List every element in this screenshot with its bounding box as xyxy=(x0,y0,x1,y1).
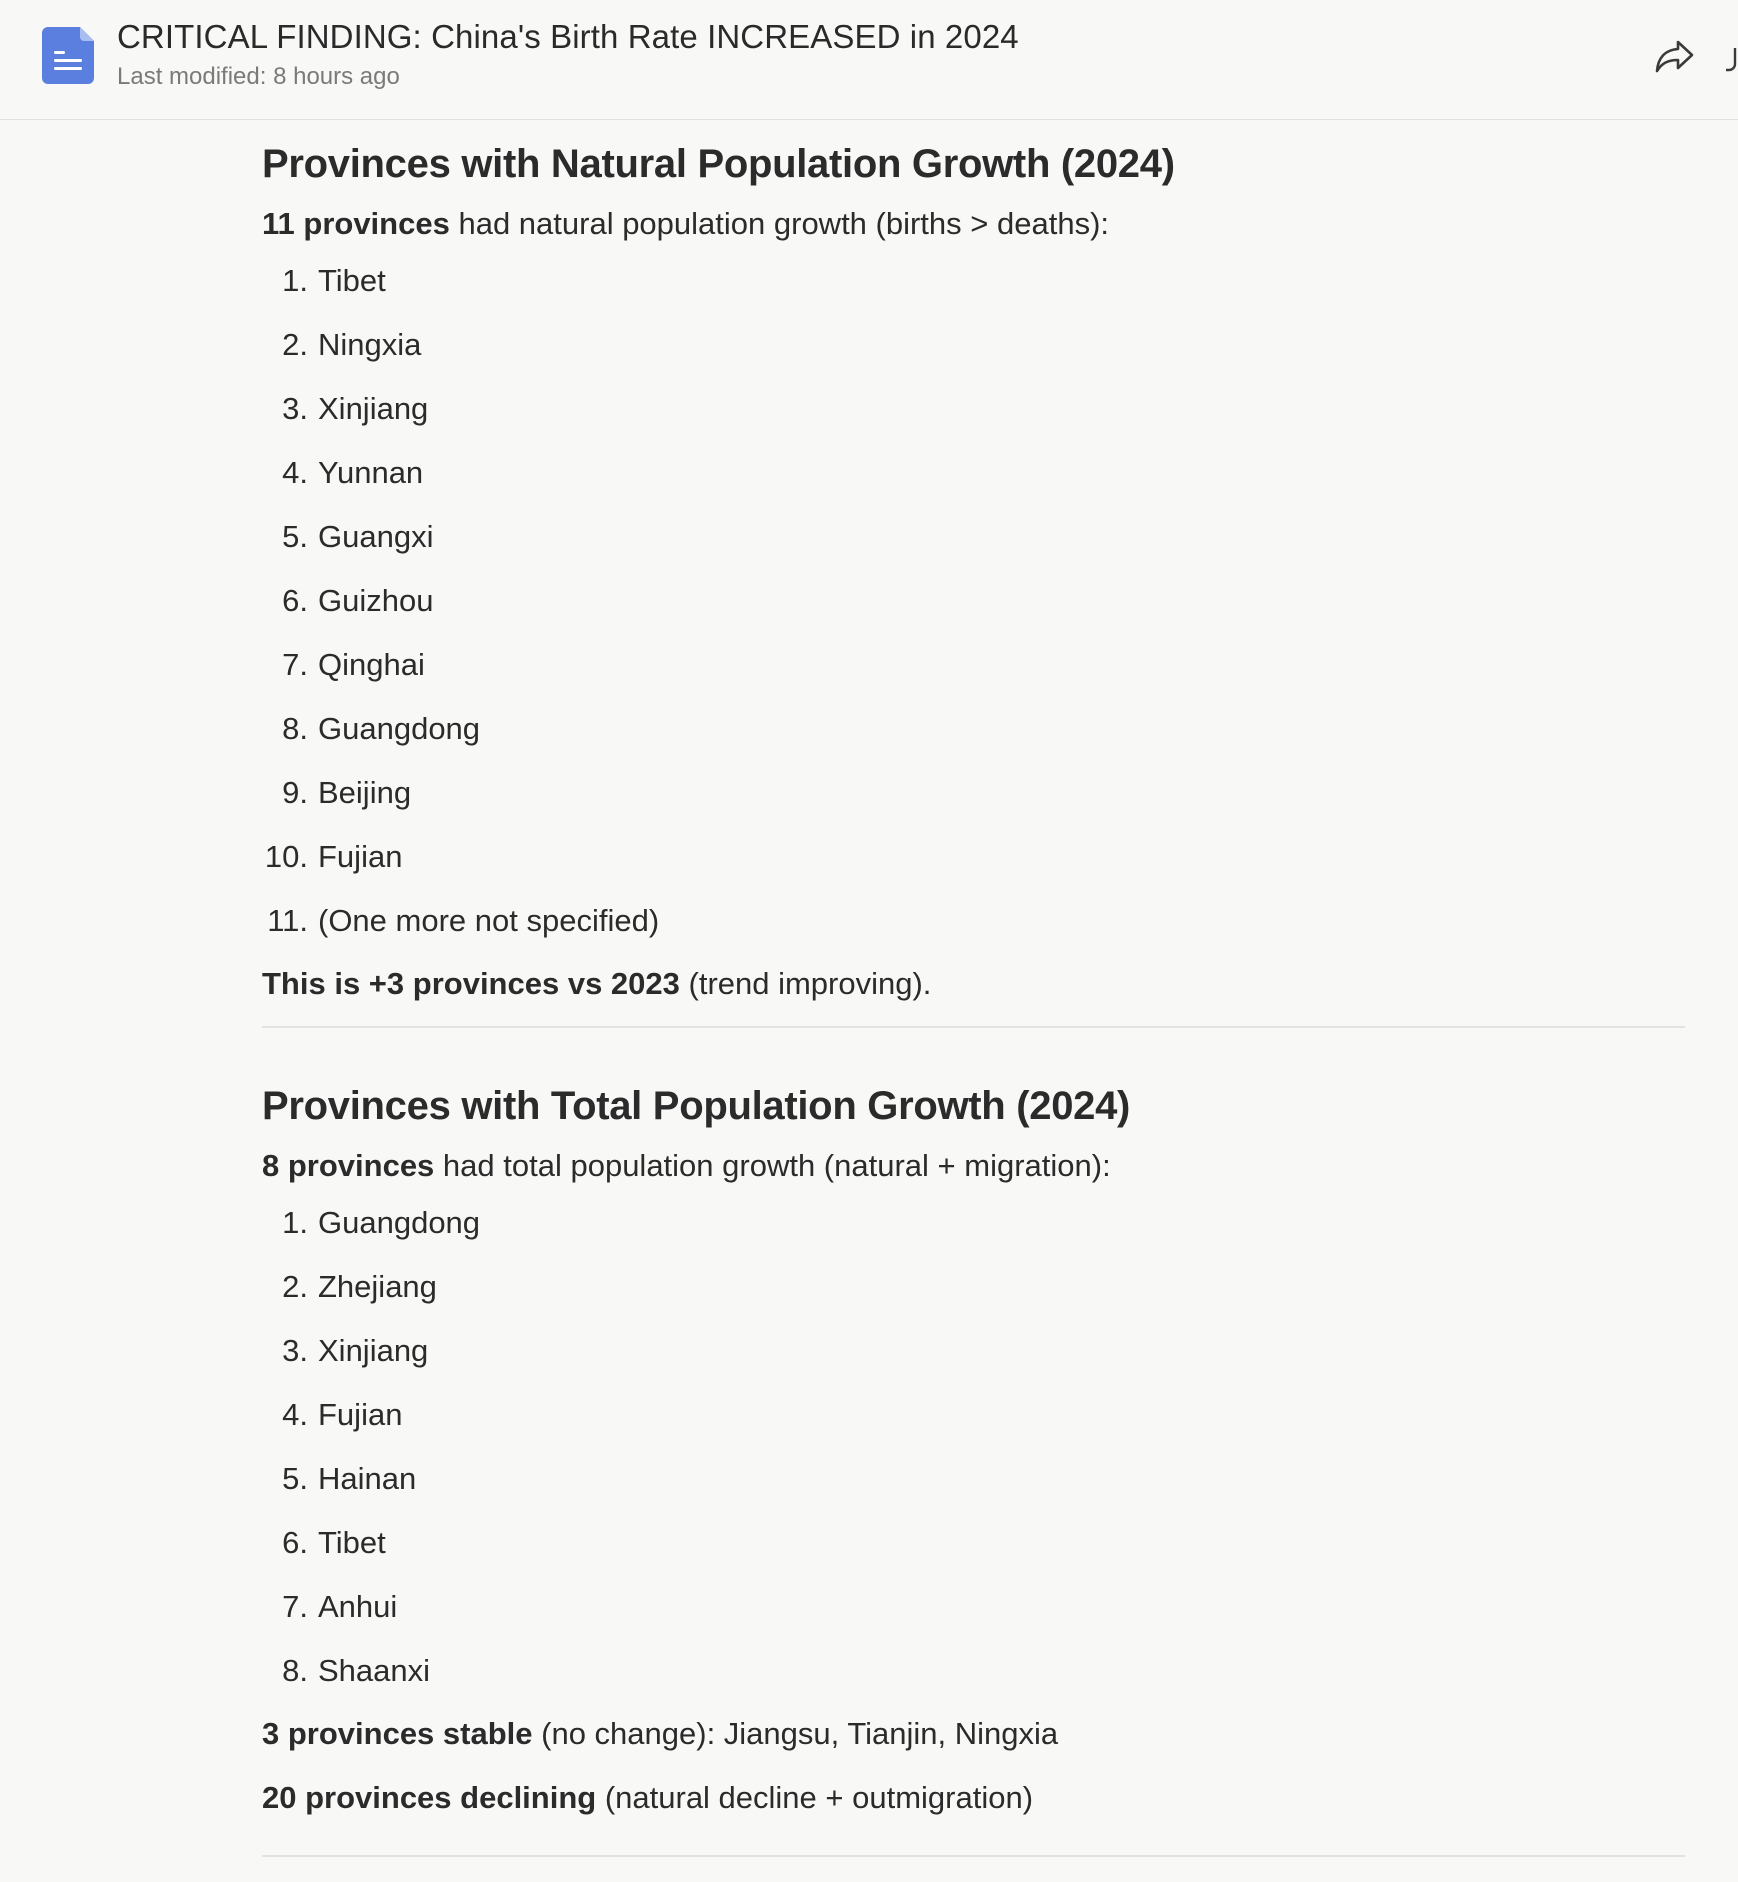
list-item xyxy=(262,1383,1685,1447)
natural-growth-list xyxy=(262,249,1685,953)
list-item xyxy=(262,313,1685,377)
total-growth-heading: Provinces with Total Population Growth (2024) xyxy=(262,1084,1131,1128)
total-growth-intro xyxy=(262,1150,1685,1181)
list-item xyxy=(262,697,1685,761)
list-item xyxy=(262,1639,1685,1703)
list-item xyxy=(262,761,1685,825)
list-item-label: Tibet xyxy=(318,1525,386,1560)
natural-growth-count: 11 provinces xyxy=(262,206,450,241)
list-item-number: 2. xyxy=(282,327,308,362)
natural-growth-note-bold: This is +3 provinces vs 2023 xyxy=(262,966,680,1001)
document-title: CRITICAL FINDING: China's Birth Rate INCREASED in 2024 xyxy=(117,18,1019,55)
list-item-label: Guangxi xyxy=(318,519,434,554)
natural-growth-heading: Provinces with Natural Population Growth (2024) xyxy=(262,142,1175,186)
list-item xyxy=(262,377,1685,441)
list-item-label: Qinghai xyxy=(318,647,425,682)
declining-provinces-text: (natural decline + outmigration) xyxy=(596,1780,1034,1815)
list-item-number: 7. xyxy=(282,1589,308,1624)
list-item xyxy=(262,633,1685,697)
list-item-number: 10. xyxy=(264,839,308,874)
natural-growth-intro xyxy=(262,208,1685,239)
declining-provinces-line xyxy=(262,1782,1685,1813)
list-item xyxy=(262,1575,1685,1639)
list-item-label: Tibet xyxy=(318,263,386,298)
list-item-label: Fujian xyxy=(318,1397,403,1432)
list-item-number: 6. xyxy=(282,1525,308,1560)
list-item-label: Beijing xyxy=(318,775,412,810)
document-body xyxy=(262,120,1685,1857)
list-item-label: Xinjiang xyxy=(318,1333,429,1368)
list-item-number: 1. xyxy=(282,263,308,298)
list-item xyxy=(262,1319,1685,1383)
list-item-label: Guizhou xyxy=(318,583,434,618)
list-item-number: 1. xyxy=(282,1205,308,1240)
section-divider xyxy=(262,1026,1685,1028)
natural-growth-note xyxy=(262,968,1685,999)
list-item-number: 3. xyxy=(282,1333,308,1368)
natural-growth-intro-text: had natural population growth (births > deaths): xyxy=(449,206,1110,241)
list-item-label: Xinjiang xyxy=(318,391,429,426)
document-header xyxy=(0,0,1738,120)
list-item xyxy=(262,249,1685,313)
stable-provinces-text: (no change): Jiangsu, Tianjin, Ningxia xyxy=(532,1716,1059,1751)
share-icon[interactable] xyxy=(1654,38,1696,76)
list-item-number: 6. xyxy=(282,583,308,618)
section-divider xyxy=(262,1855,1685,1857)
total-growth-intro-text: had total population growth (natural + migration): xyxy=(434,1148,1111,1183)
last-modified-text: Last modified: 8 hours ago xyxy=(117,63,400,90)
list-item-number: 3. xyxy=(282,391,308,426)
stable-provinces-line xyxy=(262,1718,1685,1749)
list-item xyxy=(262,1255,1685,1319)
list-item-label: Ningxia xyxy=(318,327,422,362)
total-growth-list xyxy=(262,1191,1685,1703)
list-item-label: Yunnan xyxy=(318,455,424,490)
list-item-number: 4. xyxy=(282,1397,308,1432)
list-item-label: Hainan xyxy=(318,1461,417,1496)
list-item-number: 5. xyxy=(282,1461,308,1496)
list-item-label: (One more not specified) xyxy=(318,903,660,938)
declining-provinces-bold: 20 provinces declining xyxy=(262,1780,597,1815)
list-item xyxy=(262,1447,1685,1511)
document-icon xyxy=(42,27,94,84)
list-item-label: Shaanxi xyxy=(318,1653,431,1688)
list-item-label: Guangdong xyxy=(318,711,481,746)
list-item xyxy=(262,505,1685,569)
list-item xyxy=(262,889,1685,953)
natural-growth-note-text: (trend improving). xyxy=(679,966,932,1001)
list-item xyxy=(262,569,1685,633)
list-item xyxy=(262,825,1685,889)
list-item-label: Anhui xyxy=(318,1589,398,1624)
list-item-number: 8. xyxy=(282,711,308,746)
list-item xyxy=(262,1511,1685,1575)
list-item-label: Guangdong xyxy=(318,1205,481,1240)
list-item-number: 7. xyxy=(282,647,308,682)
list-item-number: 11. xyxy=(267,903,308,938)
list-item-number: 2. xyxy=(282,1269,308,1304)
list-item-number: 5. xyxy=(282,519,308,554)
stable-provinces-bold: 3 provinces stable xyxy=(262,1716,533,1751)
more-icon[interactable] xyxy=(1724,46,1738,72)
list-item xyxy=(262,441,1685,505)
list-item-label: Fujian xyxy=(318,839,403,874)
list-item-number: 8. xyxy=(282,1653,308,1688)
list-item-label: Zhejiang xyxy=(318,1269,437,1304)
total-growth-count: 8 provinces xyxy=(262,1148,435,1183)
list-item xyxy=(262,1191,1685,1255)
list-item-number: 4. xyxy=(282,455,308,490)
list-item-number: 9. xyxy=(282,775,308,810)
